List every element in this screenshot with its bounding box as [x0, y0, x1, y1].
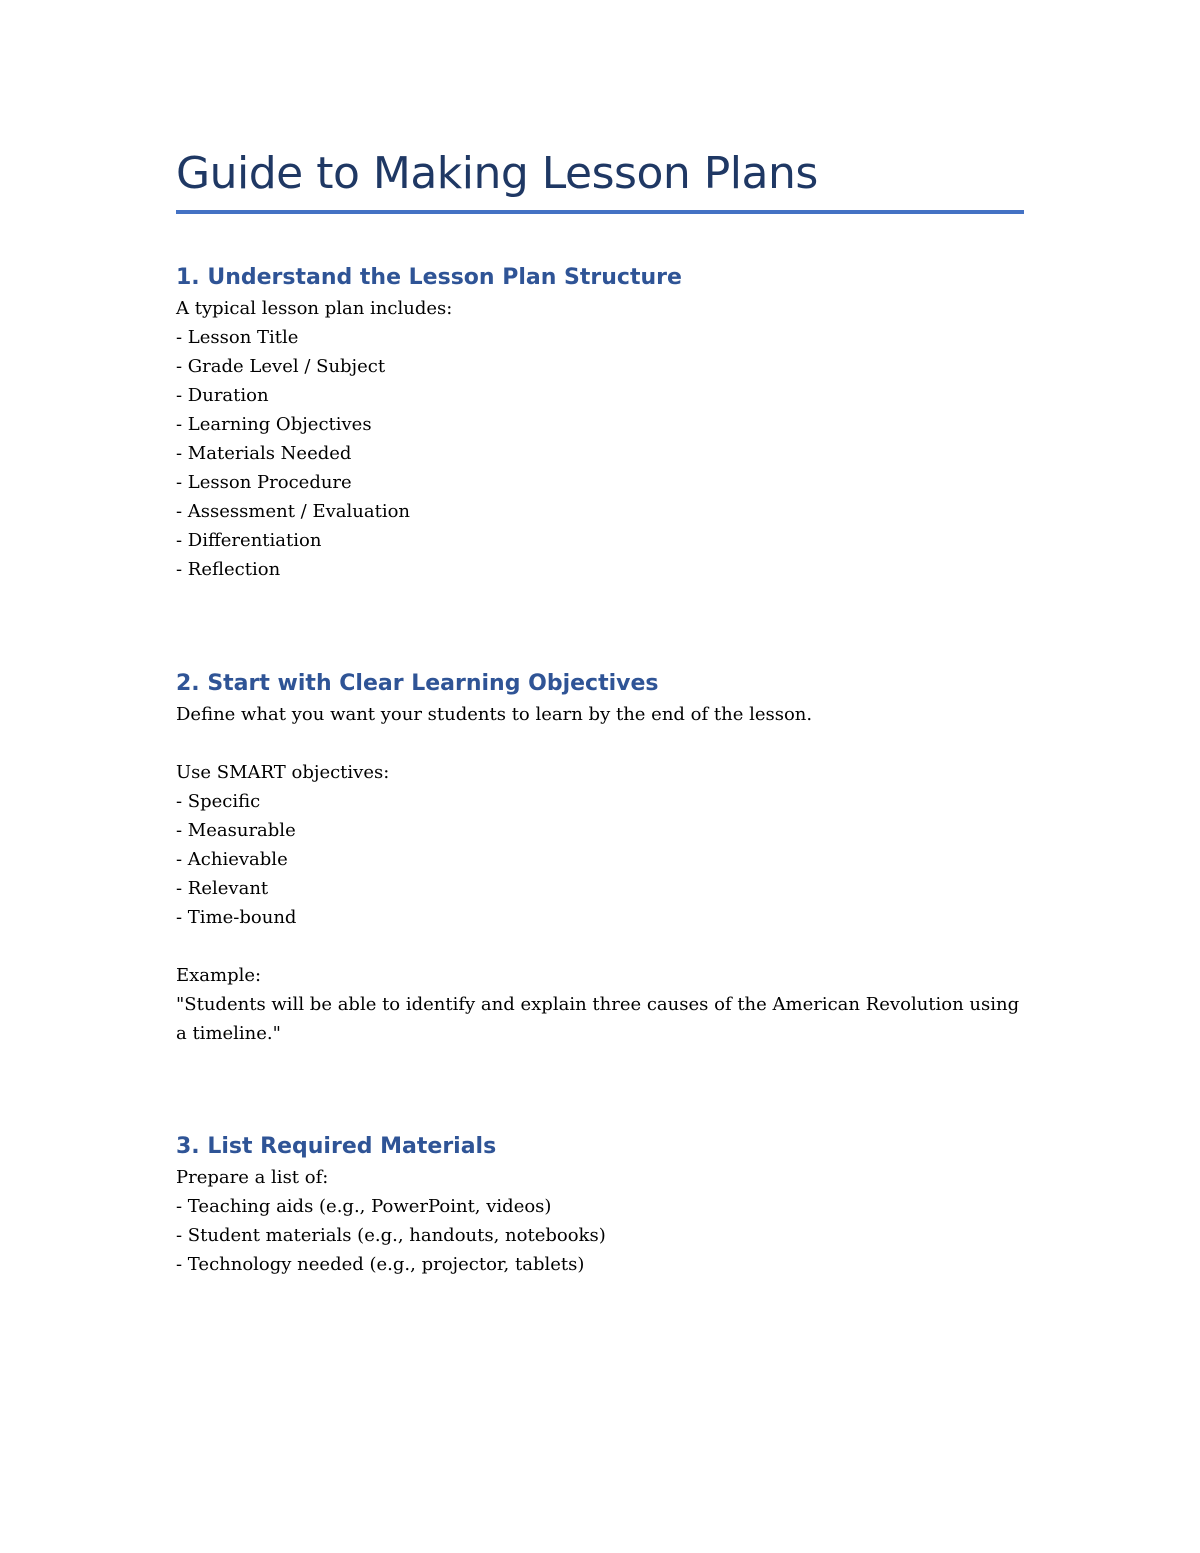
list-item: - Differentiation [176, 530, 322, 551]
list-item: - Learning Objectives [176, 414, 372, 435]
example-label: Example: [176, 965, 262, 986]
section-heading: 2. Start with Clear Learning Objectives [176, 671, 659, 696]
document-title: Guide to Making Lesson Plans [176, 148, 818, 199]
list-item: - Duration [176, 385, 269, 406]
section-learning-objectives [176, 668, 1024, 1048]
list-item: - Relevant [176, 878, 269, 899]
title-underline [176, 210, 1024, 214]
section-body [176, 700, 1024, 1048]
section-body [176, 1163, 1024, 1279]
list-item: - Materials Needed [176, 443, 352, 464]
blank-line [176, 729, 1024, 758]
list-item: - Teaching aids (e.g., PowerPoint, videos) [176, 1196, 552, 1217]
list-item: - Reflection [176, 559, 281, 580]
section-heading: 3. List Required Materials [176, 1134, 497, 1159]
list-item: - Lesson Procedure [176, 472, 352, 493]
list-item: - Grade Level / Subject [176, 356, 386, 377]
section-body [176, 294, 1024, 584]
list-item: - Assessment / Evaluation [176, 501, 410, 522]
section-lesson-plan-structure [176, 262, 1024, 584]
example-text: "Students will be able to identify and explain three causes of the American Revolution using a timeline." [176, 994, 1020, 1044]
smart-intro: Use SMART objectives: [176, 762, 390, 783]
list-item: - Achievable [176, 849, 288, 870]
list-item: - Student materials (e.g., handouts, notebooks) [176, 1225, 606, 1246]
section-heading: 1. Understand the Lesson Plan Structure [176, 265, 682, 290]
list-item: - Measurable [176, 820, 296, 841]
list-item: - Technology needed (e.g., projector, tablets) [176, 1254, 585, 1275]
blank-line [176, 932, 1024, 961]
list-item: - Time-bound [176, 907, 297, 928]
section-intro: Define what you want your students to learn by the end of the lesson. [176, 704, 813, 725]
list-item: - Specific [176, 791, 261, 812]
section-intro: Prepare a list of: [176, 1167, 329, 1188]
section-intro: A typical lesson plan includes: [176, 298, 453, 319]
list-item: - Lesson Title [176, 327, 299, 348]
section-required-materials [176, 1131, 1024, 1279]
